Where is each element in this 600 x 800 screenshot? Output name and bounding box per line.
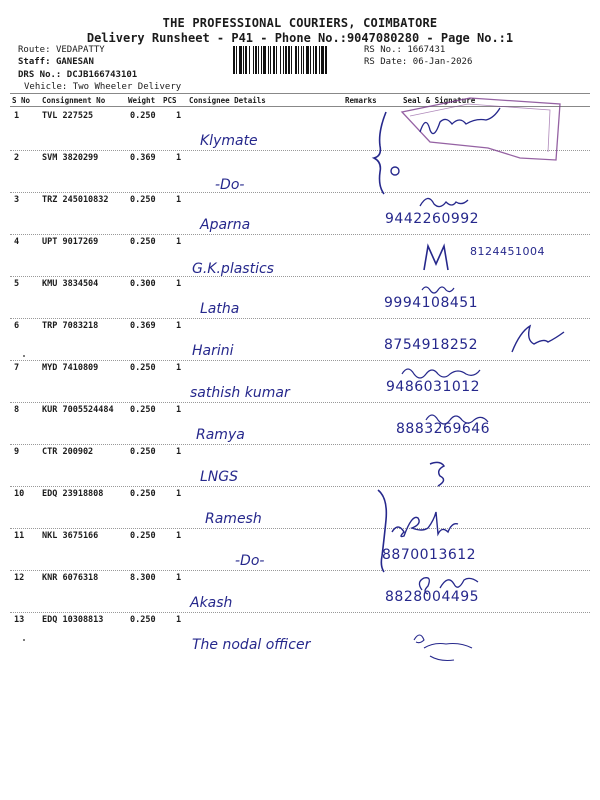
barcode-bar (245, 46, 247, 74)
row-consignee-name: Harini (192, 343, 234, 359)
row-sno: 8 (14, 405, 20, 415)
barcode-bar (313, 46, 314, 74)
row-weight: 0.250 (130, 531, 156, 541)
rs-no-value: 1667431 (407, 45, 446, 55)
route-value: VEDAPATTY (55, 45, 105, 55)
signature-row-6 (512, 326, 564, 352)
row-consignment: CTR 200902 (42, 447, 94, 457)
barcode-bar (291, 46, 292, 74)
row-sno: 13 (14, 615, 25, 625)
row-weight: 0.250 (130, 489, 156, 499)
barcode-bar (306, 46, 309, 74)
barcode-image (233, 46, 359, 74)
row-weight: 8.300 (130, 573, 156, 583)
row-sno: 11 (14, 531, 25, 541)
barcode-bar (261, 46, 262, 74)
row-separator (10, 360, 590, 361)
signature-row-9 (430, 462, 444, 486)
col-remarks: Remarks (345, 96, 377, 105)
row-separator (10, 276, 590, 277)
col-weight: Weight (128, 96, 156, 105)
row-pcs: 1 (176, 489, 182, 499)
rs-date-value: 06-Jan-2026 (412, 57, 473, 67)
header-bottom-rule (10, 106, 590, 107)
barcode-bar (285, 46, 287, 74)
staff-line (18, 57, 94, 67)
row-sno: 12 (14, 573, 25, 583)
barcode-bar (276, 46, 277, 74)
drs-line (18, 70, 137, 80)
signature-row-13 (414, 635, 472, 661)
row-sno: 5 (14, 279, 20, 289)
row-pcs: 1 (176, 405, 182, 415)
row-consignee-name: -Do- (215, 177, 245, 193)
row-separator (10, 318, 590, 319)
row-consignment: KMU 3834504 (42, 279, 99, 289)
row-contact-number: 8754918252 (384, 337, 479, 353)
barcode-bar (263, 46, 266, 74)
col-seal: Seal & Signature (403, 96, 476, 105)
row-consignment: NKL 3675166 (42, 531, 99, 541)
row-consignment: MYD 7410809 (42, 363, 99, 373)
row-consignee-name: G.K.plastics (192, 261, 274, 277)
row-contact-number: 8124451004 (470, 245, 545, 258)
drs-label: DRS No.: (18, 70, 62, 80)
row-consignee-name: The nodal officer (192, 637, 311, 653)
row-weight: 0.250 (130, 237, 156, 247)
row-weight: 0.250 (130, 447, 156, 457)
row-consignee-name: Latha (200, 301, 240, 317)
rs-no-label: RS No.: (364, 45, 402, 55)
row-contact-number: 9486031012 (386, 379, 481, 395)
barcode-bar (325, 46, 327, 74)
row-pcs: 1 (176, 321, 182, 331)
row-consignee-name: Ramya (196, 427, 245, 443)
barcode-bar (298, 46, 299, 74)
barcode-bar (283, 46, 284, 74)
barcode-bar (303, 46, 304, 74)
barcode-bar (288, 46, 290, 74)
row-separator (10, 612, 590, 613)
row-consignment: UPT 9017269 (42, 237, 99, 247)
rs-no-line (364, 45, 445, 55)
row-pcs: 1 (176, 195, 182, 205)
barcode-bar (295, 46, 297, 74)
margin-dot (23, 355, 25, 357)
row-separator (10, 528, 590, 529)
barcode-bar (301, 46, 302, 74)
signature-row-4 (424, 246, 448, 270)
row-consignee-name: -Do- (235, 553, 265, 569)
barcode-bar (310, 46, 311, 74)
row-consignee-name: Klymate (200, 133, 258, 149)
header-top-rule (10, 93, 590, 94)
col-consignment: Consignment No (42, 96, 106, 105)
rs-date-label: RS Date: (364, 57, 408, 67)
barcode-bar (255, 46, 257, 74)
row-sno: 3 (14, 195, 20, 205)
seal-stamp-inner (410, 104, 550, 152)
runsheet-subtitle: Delivery Runsheet - P41 - Phone No.:9047080280 - Page No.:1 (86, 31, 514, 45)
signature-row-5 (422, 287, 454, 293)
barcode-bar (319, 46, 320, 74)
row-weight: 0.250 (130, 111, 156, 121)
row-pcs: 1 (176, 237, 182, 247)
staff-value: GANESAN (55, 57, 94, 67)
row-consignment: TVL 227525 (42, 111, 94, 121)
row-consignment: KNR 6076318 (42, 573, 99, 583)
row-separator (10, 486, 590, 487)
row-sno: 6 (14, 321, 20, 331)
row-consignment: TRP 7083218 (42, 321, 99, 331)
row-consignment: EDQ 10308813 (42, 615, 104, 625)
vehicle-label: Vehicle: (24, 82, 68, 92)
barcode-bar (315, 46, 317, 74)
col-sno: S No (12, 96, 31, 105)
barcode-bar (236, 46, 237, 74)
row-consignee-name: LNGS (200, 469, 239, 485)
row-consignee-name: Akash (190, 595, 233, 611)
row-pcs: 1 (176, 615, 182, 625)
route-line (18, 45, 105, 55)
row-pcs: 1 (176, 531, 182, 541)
remark-mark-row-2 (391, 167, 399, 175)
row-sno: 9 (14, 447, 20, 457)
row-contact-number: 8828004495 (385, 589, 480, 605)
row-pcs: 1 (176, 363, 182, 373)
vehicle-value: Two Wheeler Delivery (72, 82, 182, 92)
row-weight: 0.369 (130, 321, 156, 331)
row-weight: 0.250 (130, 363, 156, 373)
signature-row-7 (402, 369, 480, 378)
row-contact-number: 8883269646 (396, 421, 491, 437)
barcode-bar (321, 46, 324, 74)
row-weight: 0.300 (130, 279, 156, 289)
company-title: THE PROFESSIONAL COURIERS, COIMBATORE (162, 16, 438, 30)
row-consignment: EDQ 23918808 (42, 489, 104, 499)
row-separator (10, 192, 590, 193)
signature-row-10 (392, 512, 458, 537)
row-consignee-name: Ramesh (205, 511, 262, 527)
barcode-bar (258, 46, 259, 74)
row-weight: 0.369 (130, 153, 156, 163)
row-separator (10, 234, 590, 235)
row-separator (10, 150, 590, 151)
row-consignee-name: sathish kumar (190, 385, 290, 401)
row-pcs: 1 (176, 447, 182, 457)
row-separator (10, 402, 590, 403)
row-weight: 0.250 (130, 615, 156, 625)
rs-date-line (364, 57, 472, 67)
bracket-rows-1-2 (374, 112, 386, 194)
barcode-bar (253, 46, 254, 74)
barcode-bar (239, 46, 242, 74)
row-sno: 4 (14, 237, 20, 247)
barcode-bar (249, 46, 250, 74)
drs-value: DCJB166743101 (66, 70, 138, 80)
row-contact-number: 9442260992 (385, 211, 480, 227)
row-pcs: 1 (176, 279, 182, 289)
vehicle-line (24, 82, 181, 92)
row-contact-number: 9994108451 (384, 295, 479, 311)
row-separator (10, 570, 590, 571)
row-sno: 1 (14, 111, 20, 121)
row-sno: 7 (14, 363, 20, 373)
row-consignment: SVM 3820299 (42, 153, 99, 163)
barcode-bar (270, 46, 271, 74)
row-pcs: 1 (176, 111, 182, 121)
row-sno: 10 (14, 489, 25, 499)
row-contact-number: 8870013612 (382, 547, 477, 563)
col-pcs: PCS (163, 96, 177, 105)
route-label: Route: (18, 45, 51, 55)
barcode-bar (268, 46, 269, 74)
signature-row-1 (420, 108, 500, 134)
row-consignment: TRZ 245010832 (42, 195, 109, 205)
row-weight: 0.250 (130, 195, 156, 205)
barcode-bar (233, 46, 235, 74)
row-weight: 0.250 (130, 405, 156, 415)
margin-dot (23, 639, 25, 641)
barcode-bar (280, 46, 281, 74)
row-pcs: 1 (176, 573, 182, 583)
row-separator (10, 444, 590, 445)
row-consignment: KUR 7005524484 (42, 405, 114, 415)
staff-label: Staff: (18, 57, 51, 67)
barcode-bar (243, 46, 244, 74)
row-sno: 2 (14, 153, 20, 163)
signature-row-3 (420, 198, 468, 206)
row-pcs: 1 (176, 153, 182, 163)
col-consignee: Consignee Details (189, 96, 266, 105)
barcode-bar (273, 46, 275, 74)
row-consignee-name: Aparna (200, 217, 251, 233)
